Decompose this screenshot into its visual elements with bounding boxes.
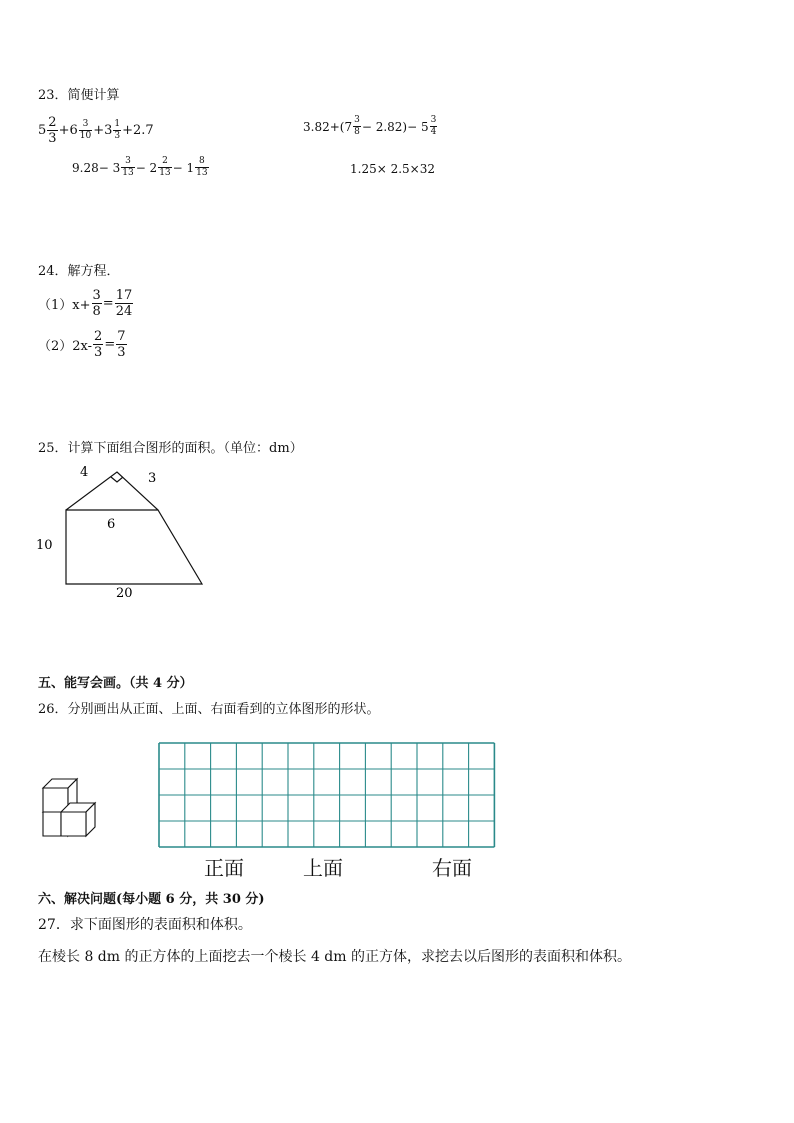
fraction: $\frac{17}{24}$: [115, 288, 133, 319]
expr-4: 1.25× 2.5×32: [350, 162, 435, 176]
section-5-title: 五、能写会画。（共 4 分）: [38, 676, 193, 691]
equation-2: [38, 330, 128, 359]
equation-2-label: （2）2x-: [38, 339, 93, 354]
cube-stack-icon: [40, 772, 112, 842]
expr-1: [38, 116, 154, 145]
fraction: $\frac{3}{4}$: [430, 115, 437, 137]
label-leg-right: 3: [148, 471, 157, 486]
view-label-top: 上面: [303, 856, 343, 880]
drawing-grid[interactable]: [158, 742, 496, 850]
q27-body: 在棱长 8 dm 的正方体的上面挖去一个棱长 4 dm 的正方体，求挖去以后图形的表面积和体积。: [38, 949, 631, 965]
expr-3: [72, 157, 210, 178]
expr-1-whole: 5: [38, 123, 47, 138]
fraction: $\frac{3}{10}$: [79, 119, 92, 141]
expr-1-op: +6: [58, 123, 78, 138]
expr-2-mid: − 2.82)− 5: [361, 119, 429, 134]
equals-sign: =: [102, 296, 114, 311]
expr-3-op: − 2: [135, 160, 158, 175]
fraction: $\frac{7}{3}$: [117, 329, 126, 360]
q24-title: 24．解方程．: [38, 264, 120, 279]
composite-figure: [30, 460, 230, 610]
right-angle-mark: [111, 477, 123, 482]
fraction: $\frac{1}{3}$: [114, 119, 121, 141]
fraction: $\frac{3}{8}$: [92, 288, 101, 319]
fraction: $\frac{2}{13}$: [159, 156, 171, 178]
equation-1-label: （1）x+: [38, 298, 91, 313]
view-label-right: 右面: [432, 856, 472, 880]
fraction: $\frac{2}{3}$: [94, 329, 103, 360]
equation-1: [38, 289, 134, 318]
expr-3-op: − 1: [172, 160, 195, 175]
section-6-title: 六、解决问题(每小题 6 分，共 30 分): [38, 892, 265, 907]
expr-2-head: 3.82+(7: [303, 119, 353, 134]
label-leg-left: 4: [80, 465, 89, 480]
fraction: $\frac{8}{13}$: [196, 156, 208, 178]
fraction: $\frac{3}{8}$: [354, 115, 360, 137]
q26-title: 26．分别画出从正面、上面、右面看到的立体图形的形状。: [38, 702, 380, 717]
q23-title: 23．简便计算: [38, 88, 120, 103]
fraction: $\frac{3}{13}$: [122, 156, 134, 178]
expr-1-tail: +2.7: [122, 123, 154, 138]
view-label-front: 正面: [204, 856, 244, 880]
expr-2: [303, 116, 438, 137]
label-height: 10: [36, 538, 53, 553]
equals-sign: =: [104, 337, 116, 352]
label-hypotenuse: 6: [107, 517, 116, 532]
expr-1-op: +3: [93, 123, 113, 138]
trapezoid-shape: [66, 510, 202, 584]
label-base: 20: [116, 586, 133, 601]
expr-3-head: 9.28− 3: [72, 160, 121, 175]
q25-title: 25．计算下面组合图形的面积。（单位：dm）: [38, 441, 303, 456]
fraction: $\frac{2}{3}$: [48, 115, 57, 146]
q27-title: 27．求下面图形的表面积和体积。: [38, 917, 252, 933]
